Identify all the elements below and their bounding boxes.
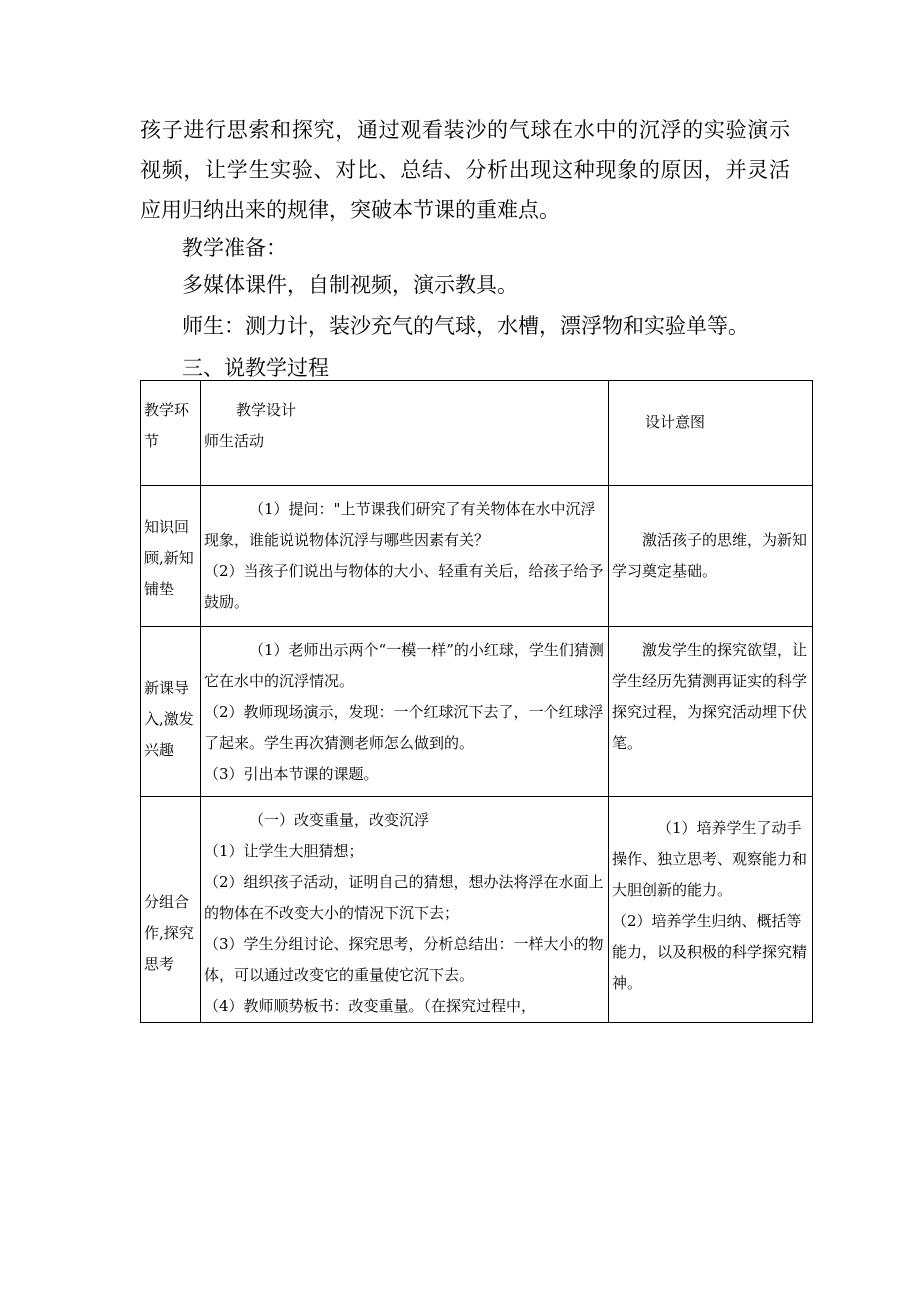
stage-cell (141, 486, 201, 627)
stage-label: 作,探究 (144, 924, 194, 942)
stage-label: 思考 (144, 955, 175, 973)
intent-text: 激活孩子的思维，为新知学习奠定基础。 (612, 531, 808, 580)
stage-label: 知识回 (144, 518, 190, 536)
activity-cell (201, 797, 609, 1023)
activity-text: （2）组织孩子活动，证明自己的猜想，想办法将浮在水面上的物体在不改变大小的情况下沉下去； (204, 873, 604, 922)
header-stage-line2: 节 (144, 432, 160, 450)
intent-text: 激发学生的探究欲望，让学生经历先猜测再证实的科学探究过程，为探究活动埋下伏笔。 (612, 641, 808, 752)
activity-text: （3）学生分组讨论、探究思考，分析总结出：一样大小的物体，可以通过改变它的重量使它沉下去。 (204, 935, 604, 984)
activity-text: （2）当孩子们说出与物体的大小、轻重有关后，给孩子给予鼓励。 (204, 562, 604, 611)
section-heading: 三、说教学过程 (182, 356, 329, 380)
prep-teacher-student: 师生：测力计，装沙充气的气球，水槽，漂浮物和实验单等。 (182, 314, 749, 338)
header-design-cell (201, 381, 609, 486)
header-stage-line1: 教学环 (144, 401, 190, 419)
intent-text: （1）培养学生了动手操作、独立思考、观察能力和大胆创新的能力。 (612, 819, 808, 899)
table-row (141, 486, 813, 627)
activity-text: （一）改变重量，改变沉浮 (249, 811, 430, 829)
activity-text: （1）老师出示两个“一模一样”的小红球，学生们猜测它在水中的沉浮情况。 (204, 641, 604, 690)
activity-text: （2）教师现场演示，发现：一个红球沉下去了，一个红球浮了起来。学生再次猜测老师怎么做到的。 (204, 703, 604, 752)
activity-text: （1）提问："上节课我们研究了有关物体在水中沉浮现象，谁能说说物体沉浮与哪些因素有关？ (204, 500, 596, 549)
intent-cell (609, 797, 813, 1023)
header-design-title: 教学设计 (236, 401, 297, 419)
intent-text: （2）培养学生归纳、概括等能力，以及积极的科学探究精神。 (612, 912, 808, 992)
stage-label: 分组合 (144, 893, 190, 911)
header-stage-cell (141, 381, 201, 486)
activity-text: （3）引出本节课的课题。 (204, 765, 379, 783)
intent-cell (609, 627, 813, 797)
stage-label: 新课导 (144, 679, 190, 697)
header-intent: 设计意图 (645, 413, 706, 431)
table-row (141, 627, 813, 797)
activity-cell (201, 627, 609, 797)
stage-label: 铺垫 (144, 580, 175, 598)
activity-cell (201, 486, 609, 627)
prep-heading: 教学准备： (182, 236, 287, 260)
stage-cell (141, 797, 201, 1023)
intent-cell (609, 486, 813, 627)
table-header-row (141, 381, 813, 486)
prep-media: 多媒体课件，自制视频，演示教具。 (182, 273, 518, 297)
stage-label: 兴趣 (144, 741, 175, 759)
header-intent-cell (609, 381, 813, 486)
header-design-sub: 师生活动 (204, 432, 265, 450)
activity-text: （1）让学生大胆猜想； (204, 842, 364, 860)
table-row (141, 797, 813, 1023)
activity-text: （4）教师顺势板书：改变重量。（在探究过程中， (204, 997, 537, 1015)
stage-cell (141, 627, 201, 797)
stage-label: 顾,新知 (144, 549, 194, 567)
stage-label: 入,激发 (144, 710, 194, 728)
teaching-process-table (140, 380, 813, 1023)
intro-paragraph: 孩子进行思索和探究，通过观看装沙的气球在水中的沉浮的实验演示视频，让学生实验、对比、总结、分析出现这种现象的原因，并灵活应用归纳出来的规律，突破本节课的重难点。 (140, 118, 790, 222)
